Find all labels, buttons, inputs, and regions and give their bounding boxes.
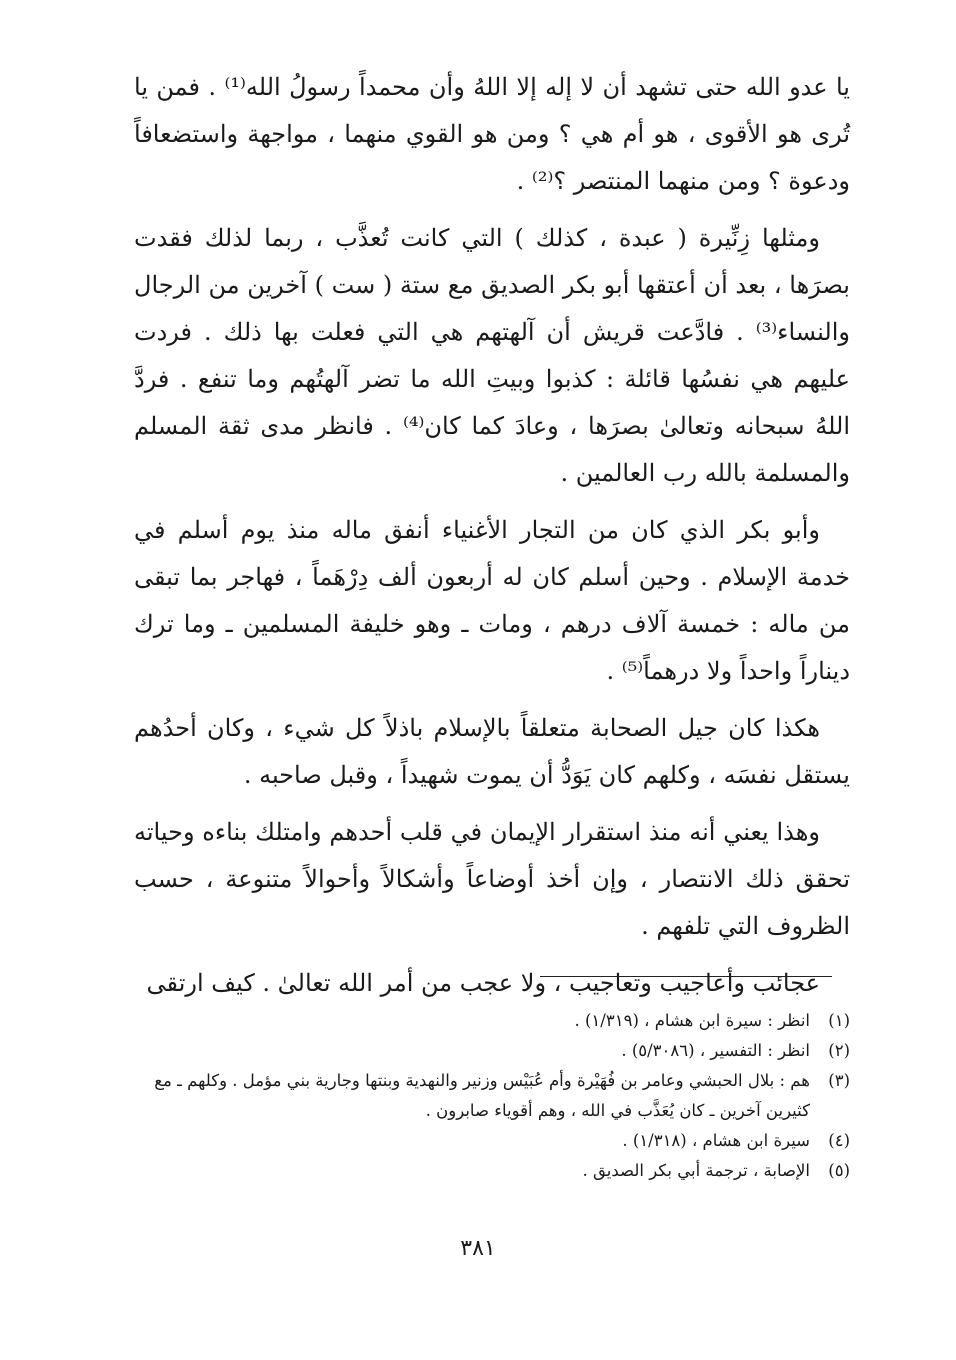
footnote-2 (134, 1036, 850, 1066)
paragraph-4-text: هكذا كان جيل الصحابة متعلقاً بالإسلام باذلاً كل شيء ، وكان أحدُهم يستقل نفسَه ، وكلهم كان يَوَدُّ أن يموت شهيداً ، وقبل صاحبه . (134, 714, 850, 789)
footnote-text: انظر : التفسير ، (٥/٣٠٨٦) . (621, 1041, 810, 1060)
paragraph-1 (134, 64, 850, 205)
paragraph-5-text: وهذا يعني أنه منذ استقرار الإيمان في قلب أحدهم وامتلك بناءه وحياته تحقق ذلك الانتصار ، وإن أخذ أوضاعاً وأشكالاً وأحوالاً متنوعة ، حسب الظروف التي تلفهم . (134, 818, 850, 940)
footnote-1 (134, 1006, 850, 1036)
paragraph-2-text: ومثلها زِنِّيرة ( عبدة ، كذلك ) التي كانت تُعذَّب ، ربما لذلك فقدت بصرَها ، بعد أن أعتقها أبو بكر الصديق مع ستة ( ست ) آخرين من الرجال والنساء⁽³⁾ . فادَّعت قريش أن آلهتهم هي التي فعلت بها ذلك . فردت عليهم هي نفسُها قائلة : كذبوا وبيتِ الله ما تضر آلهتُهم وما تنفع . فردَّ اللهُ سبحانه وتعالىٰ بصرَها ، وعادَ كما كان⁽⁴⁾ . فانظر مدى ثقة المسلم والمسلمة بالله رب العالمين . (134, 224, 851, 487)
footnote-text: هم : بلال الحبشي وعامر بن فُهَيْرة وأم عُبَيْس وزنير والنهدية وبنتها وجارية بني مؤمل . وكلهم ـ مع كثيرين آخرين ـ كان يُعَذَّب في الله ، وهم أقوياء صابرون . (154, 1071, 810, 1120)
footnote-number: (٥) (828, 1161, 850, 1180)
footnote-5 (134, 1156, 850, 1186)
footnote-text: انظر : سيرة ابن هشام ، (١/٣١٩) . (574, 1011, 810, 1030)
footnote-text: الإصابة ، ترجمة أبي بكر الصديق . (582, 1161, 810, 1180)
footnotes (134, 1006, 850, 1186)
paragraph-1-text: يا عدو الله حتى تشهد أن لا إله إلا اللهُ وأن محمداً رسولُ الله⁽¹⁾ . فمن يا تُرى هو الأقوى ، هو أم هي ؟ ومن هو القوي منهما ، مواجهة واستضعافاً ودعوة ؟ ومن منهما المنتصر ؟⁽²⁾ . (134, 73, 850, 195)
footnote-number: (٣) (828, 1071, 850, 1090)
footnote-number: (١) (828, 1011, 850, 1030)
paragraph-6 (134, 960, 850, 1007)
page-number: ٣٨١ (460, 1236, 496, 1261)
footnote-3 (134, 1066, 850, 1126)
paragraph-3 (134, 507, 850, 695)
main-text (134, 64, 850, 1017)
footnote-number: (٢) (828, 1041, 850, 1060)
footnote-text: سيرة ابن هشام ، (١/٣١٨) . (622, 1131, 810, 1150)
footnote-divider (540, 976, 832, 977)
paragraph-2 (134, 215, 850, 497)
paragraph-5 (134, 809, 850, 950)
footnote-4 (134, 1126, 850, 1156)
paragraph-4 (134, 705, 850, 799)
paragraph-3-text: وأبو بكر الذي كان من التجار الأغنياء أنفق ماله منذ يوم أسلم في خدمة الإسلام . وحين أسلم كان له أربعون ألف دِرْهَماً ، فهاجر بما تبقى من ماله : خمسة آلاف درهم ، ومات ـ وهو خليفة المسلمين ـ وما ترك ديناراً واحداً ولا درهماً⁽⁵⁾ . (134, 516, 850, 685)
footnote-number: (٤) (828, 1131, 850, 1150)
paragraph-6-text: عجائب وأعاجيب وتعاجيب ، ولا عجب من أمر الله تعالىٰ . كيف ارتقى (146, 969, 820, 997)
